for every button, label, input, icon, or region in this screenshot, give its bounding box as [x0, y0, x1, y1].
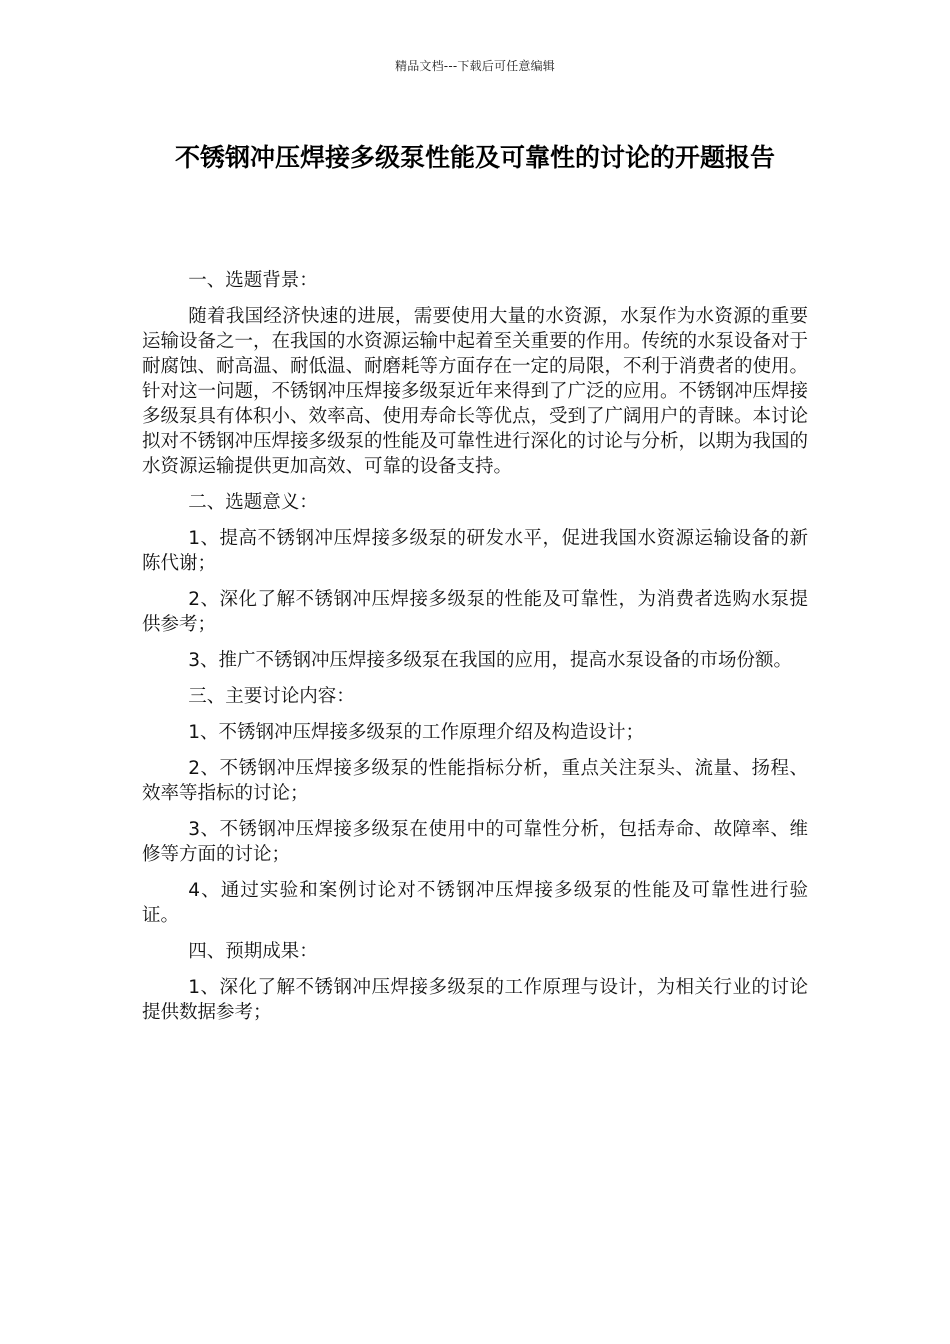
paragraph-background: 随着我国经济快速的进展，需要使用大量的水资源，水泵作为水资源的重要运输设备之一，在我国的水资源运输中起着至关重要的作用。传统的水泵设备对于耐腐蚀、耐高温、耐低温、耐磨耗等方面存在一定的局限，不利于消费者的使用。针对这一问题，不锈钢冲压焊接多级泵近年来得到了广泛的应用。不锈钢冲压焊接多级泵具有体积小、效率高、使用寿命长等优点，受到了广阔用户的青睐。本讨论拟对不锈钢冲压焊接多级泵的性能及可靠性进行深化的讨论与分析，以期为我国的水资源运输提供更加高效、可靠的设备支持。 — [142, 306, 809, 477]
list-item: 1、深化了解不锈钢冲压焊接多级泵的工作原理与设计，为相关行业的讨论提供数据参考； — [142, 977, 808, 1023]
list-item: 1、提高不锈钢冲压焊接多级泵的研发水平，促进我国水资源运输设备的新陈代谢； — [142, 528, 808, 574]
list-item: 3、推广不锈钢冲压焊接多级泵在我国的应用，提高水泵设备的市场份额。 — [188, 650, 793, 671]
section-heading-background: 一、选题背景： — [188, 270, 318, 291]
section-heading-significance: 二、选题意义： — [188, 492, 318, 513]
list-item: 3、不锈钢冲压焊接多级泵在使用中的可靠性分析，包括寿命、故障率、维修等方面的讨论； — [142, 819, 808, 865]
document-body — [142, 268, 808, 1036]
list-item: 2、不锈钢冲压焊接多级泵的性能指标分析，重点关注泵头、流量、扬程、效率等指标的讨论； — [142, 758, 808, 804]
section-heading-expected-results: 四、预期成果： — [188, 941, 318, 962]
list-item: 4、通过实验和案例讨论对不锈钢冲压焊接多级泵的性能及可靠性进行验证。 — [142, 880, 808, 926]
section-heading-research-content: 三、主要讨论内容： — [188, 686, 355, 707]
header-note: 精品文档---下载后可任意编辑 — [395, 59, 555, 73]
list-item: 2、深化了解不锈钢冲压焊接多级泵的性能及可靠性，为消费者选购水泵提供参考； — [142, 589, 808, 635]
document-title: 不锈钢冲压焊接多级泵性能及可靠性的讨论的开题报告 — [174, 143, 775, 172]
list-item: 1、不锈钢冲压焊接多级泵的工作原理介绍及构造设计； — [188, 722, 645, 743]
